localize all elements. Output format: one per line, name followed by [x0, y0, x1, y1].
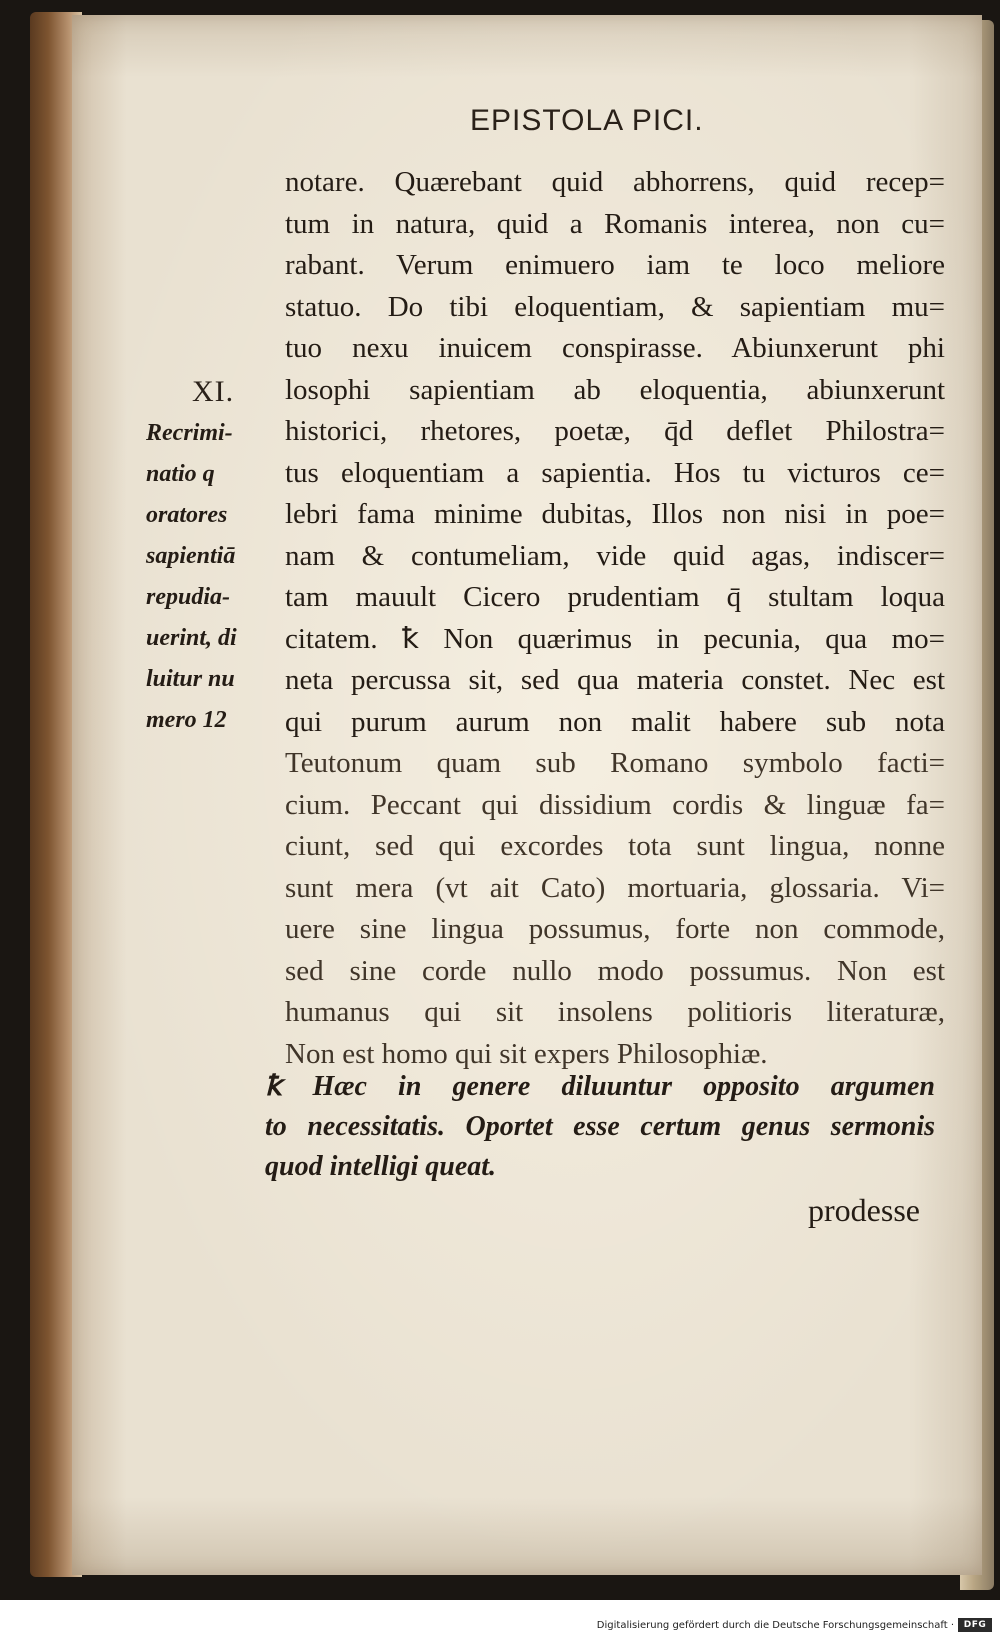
dfg-logo: DFG [958, 1618, 992, 1632]
italic-line: ꝁ Hæc in genere diluuntur opposito argumen [265, 1071, 935, 1102]
text-line: rabant. Verum enimuero iam te loco meliore [285, 249, 945, 281]
text-line: humanus qui sit insolens politioris literaturæ, [285, 996, 945, 1028]
margin-note-line: repudia- [146, 584, 230, 610]
text-line: nam & contumeliam, vide quid agas, indiscer= [285, 539, 945, 572]
text-line: Teutonum quam sub Romano symbolo facti= [285, 747, 945, 779]
text-line: uere sine lingua possumus, forte non commode, [285, 913, 945, 945]
margin-note-line: luitur nu [146, 666, 235, 692]
text-line: sed sine corde nullo modo possumus. Non est [285, 954, 945, 987]
text-line: lebri fama minime dubitas, Illos non nisi in poe= [285, 498, 945, 530]
margin-note [146, 413, 276, 741]
text-line: tum in natura, quid a Romanis interea, non cu= [285, 207, 945, 240]
margin-note-line: Recrimi- [146, 420, 233, 446]
text-line: cium. Peccant qui dissidium cordis & linguæ fa= [285, 788, 945, 821]
running-head: EPISTOLA PICI. [470, 104, 704, 137]
text-line: qui purum aurum non malit habere sub nota [285, 705, 945, 738]
text-line: statuo. Do tibi eloquentiam, & sapientiam mu= [285, 290, 945, 323]
text-line: Non est homo qui sit expers Philosophiæ. [285, 1037, 768, 1070]
text-line: neta percussa sit, sed qua materia constet. Nec est [285, 664, 945, 696]
margin-section-numeral: XI. [192, 375, 235, 408]
text-line: notare. Quærebant quid abhorrens, quid recep= [285, 166, 945, 198]
italic-line: quod intelligi queat. [265, 1151, 497, 1182]
italic-paragraph [265, 1067, 935, 1187]
text-line: tus eloquentiam a sapientia. Hos tu victuros ce= [285, 456, 945, 489]
text-line: sunt mera (vt ait Cato) mortuaria, glossaria. Vi= [285, 871, 945, 904]
text-line: tam mauult Cicero prudentiam q̄ stultam loqua [285, 581, 945, 613]
footer-strip [0, 1600, 1000, 1638]
margin-note-line: sapientiā [146, 543, 236, 569]
margin-note-line: uerint, di [146, 625, 237, 651]
italic-line: to necessitatis. Oportet esse certum genus sermonis [265, 1111, 935, 1142]
body-text [285, 162, 945, 1075]
text-line: historici, rhetores, poetæ, q̄d deflet Philostra= [285, 415, 945, 447]
text-line: ciunt, sed qui excordes tota sunt lingua, nonne [285, 830, 945, 862]
margin-note-line: oratores [146, 502, 228, 528]
footer-credit: Digitalisierung gefördert durch die Deutsche Forschungsgemeinschaft · [596, 1620, 954, 1631]
text-line: tuo nexu inuicem conspirasse. Abiunxerunt phi [285, 332, 945, 364]
text-line: losophi sapientiam ab eloquentia, abiunxerunt [285, 373, 945, 406]
catchword: prodesse [808, 1192, 920, 1228]
margin-note-line: mero 12 [146, 707, 227, 733]
text-line: citatem. ꝁ Non quærimus in pecunia, qua mo= [285, 622, 945, 655]
margin-note-line: natio q [146, 461, 215, 487]
